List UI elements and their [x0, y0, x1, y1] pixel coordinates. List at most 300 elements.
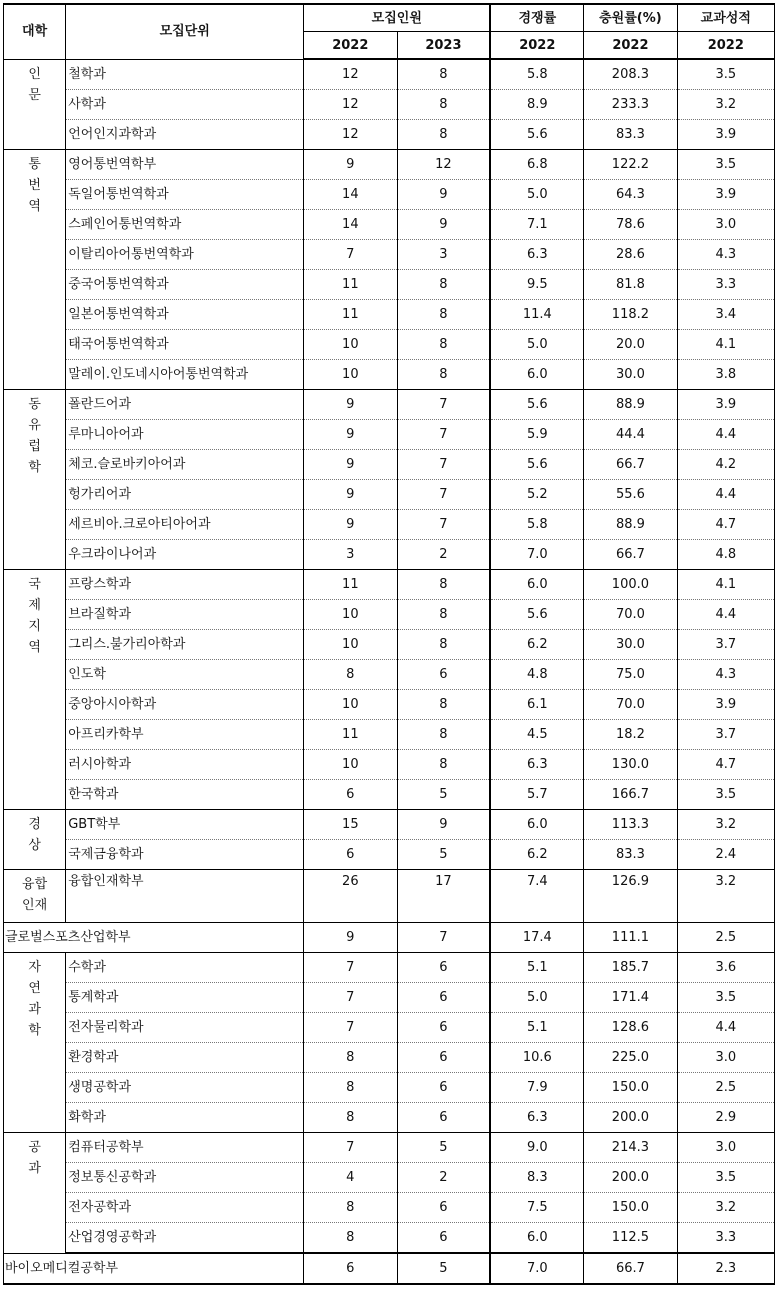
cell-competition: 5.1 [490, 1013, 583, 1043]
cell-competition: 7.5 [490, 1193, 583, 1223]
table-row [4, 570, 775, 600]
cell-competition: 9.0 [490, 1133, 583, 1163]
cell-grade: 4.4 [677, 420, 774, 450]
header-college: 대학 [4, 4, 66, 59]
college-label: 럽 [28, 439, 41, 454]
college-cell [4, 1133, 66, 1254]
college-label: 역 [28, 199, 41, 214]
cell-quota-2022: 7 [304, 953, 397, 983]
cell-competition: 11.4 [490, 300, 583, 330]
cell-quota-2023: 6 [397, 1013, 490, 1043]
cell-competition: 6.3 [490, 1103, 583, 1133]
cell-fill-rate: 214.3 [584, 1133, 677, 1163]
header-quota-2023: 2023 [397, 32, 490, 60]
cell-competition: 17.4 [490, 923, 583, 953]
table-row [4, 180, 775, 210]
table-row [4, 953, 775, 983]
cell-grade: 3.5 [677, 150, 774, 180]
cell-quota-2023: 8 [397, 300, 490, 330]
cell-competition: 7.1 [490, 210, 583, 240]
cell-competition: 9.5 [490, 270, 583, 300]
cell-fill-rate: 171.4 [584, 983, 677, 1013]
cell-quota-2023: 12 [397, 150, 490, 180]
table-row [4, 690, 775, 720]
cell-quota-2023: 8 [397, 330, 490, 360]
cell-quota-2022: 3 [304, 540, 397, 570]
college-label: 학 [28, 1023, 41, 1038]
cell-competition: 6.0 [490, 570, 583, 600]
cell-fill-rate: 88.9 [584, 510, 677, 540]
cell-quota-2023: 8 [397, 59, 490, 90]
cell-quota-2023: 6 [397, 953, 490, 983]
cell-competition: 5.8 [490, 510, 583, 540]
department-name: 헝가리어과 [66, 480, 304, 510]
cell-quota-2022: 6 [304, 1253, 397, 1284]
department-name: 세르비아.크로아티아어과 [66, 510, 304, 540]
cell-quota-2023: 5 [397, 1253, 490, 1284]
college-label: 학 [28, 460, 41, 475]
college-cell [4, 150, 66, 390]
cell-quota-2023: 8 [397, 720, 490, 750]
department-name: 바이오메디컬공학부 [4, 1253, 304, 1284]
cell-quota-2022: 10 [304, 600, 397, 630]
cell-grade: 3.9 [677, 120, 774, 150]
table-row [4, 90, 775, 120]
college-label: 자 [28, 960, 41, 975]
cell-fill-rate: 66.7 [584, 1253, 677, 1284]
college-label: 인재 [22, 898, 48, 913]
college-label: 융합 [22, 877, 48, 892]
table-row [4, 1193, 775, 1223]
college-cell [4, 870, 66, 923]
cell-competition: 5.6 [490, 600, 583, 630]
college-label: 문 [28, 87, 41, 103]
header-competition: 경쟁률 [490, 4, 583, 32]
cell-fill-rate: 81.8 [584, 270, 677, 300]
cell-competition: 8.3 [490, 1163, 583, 1193]
cell-quota-2023: 8 [397, 570, 490, 600]
cell-fill-rate: 70.0 [584, 600, 677, 630]
table-row [4, 420, 775, 450]
cell-grade: 4.3 [677, 240, 774, 270]
cell-quota-2023: 17 [397, 870, 490, 923]
cell-quota-2022: 15 [304, 810, 397, 840]
cell-quota-2022: 11 [304, 270, 397, 300]
cell-grade: 3.6 [677, 953, 774, 983]
department-name: 컴퓨터공학부 [66, 1133, 304, 1163]
cell-quota-2023: 8 [397, 90, 490, 120]
cell-competition: 6.0 [490, 360, 583, 390]
college-label: 제 [28, 598, 41, 613]
table-row [4, 120, 775, 150]
cell-grade: 4.7 [677, 750, 774, 780]
department-name: 아프리카학부 [66, 720, 304, 750]
cell-fill-rate: 18.2 [584, 720, 677, 750]
college-label: 과 [28, 1002, 41, 1017]
cell-grade: 3.5 [677, 1163, 774, 1193]
cell-fill-rate: 100.0 [584, 570, 677, 600]
cell-quota-2023: 8 [397, 690, 490, 720]
college-label: 경 [28, 817, 41, 832]
cell-quota-2022: 9 [304, 923, 397, 953]
cell-fill-rate: 83.3 [584, 840, 677, 870]
cell-quota-2023: 7 [397, 923, 490, 953]
department-name: 스페인어통번역학과 [66, 210, 304, 240]
cell-quota-2022: 8 [304, 1103, 397, 1133]
cell-grade: 4.4 [677, 1013, 774, 1043]
cell-grade: 3.2 [677, 90, 774, 120]
table-row [4, 59, 775, 90]
cell-quota-2023: 3 [397, 240, 490, 270]
cell-quota-2022: 6 [304, 780, 397, 810]
department-name: 폴란드어과 [66, 390, 304, 420]
cell-quota-2023: 6 [397, 1073, 490, 1103]
cell-fill-rate: 233.3 [584, 90, 677, 120]
table-row [4, 870, 775, 923]
cell-competition: 5.2 [490, 480, 583, 510]
cell-competition: 5.6 [490, 390, 583, 420]
cell-quota-2022: 14 [304, 210, 397, 240]
cell-grade: 3.0 [677, 1133, 774, 1163]
cell-grade: 3.2 [677, 870, 774, 923]
cell-grade: 3.7 [677, 630, 774, 660]
cell-grade: 3.3 [677, 1223, 774, 1254]
cell-competition: 7.4 [490, 870, 583, 923]
cell-grade: 4.8 [677, 540, 774, 570]
cell-competition: 4.5 [490, 720, 583, 750]
cell-quota-2022: 10 [304, 750, 397, 780]
cell-quota-2023: 8 [397, 270, 490, 300]
cell-quota-2023: 8 [397, 630, 490, 660]
cell-competition: 7.0 [490, 540, 583, 570]
header-unit: 모집단위 [66, 4, 304, 59]
header-competition-2022: 2022 [490, 32, 583, 60]
cell-quota-2022: 8 [304, 660, 397, 690]
department-name: 융합인재학부 [66, 870, 304, 923]
cell-fill-rate: 112.5 [584, 1223, 677, 1254]
cell-grade: 3.5 [677, 780, 774, 810]
cell-quota-2022: 7 [304, 1013, 397, 1043]
cell-quota-2022: 8 [304, 1073, 397, 1103]
cell-fill-rate: 66.7 [584, 450, 677, 480]
cell-quota-2023: 8 [397, 120, 490, 150]
cell-grade: 4.4 [677, 480, 774, 510]
table-row [4, 1103, 775, 1133]
table-row [4, 1223, 775, 1254]
cell-quota-2022: 10 [304, 330, 397, 360]
table-row [4, 330, 775, 360]
cell-quota-2023: 8 [397, 600, 490, 630]
cell-competition: 7.0 [490, 1253, 583, 1284]
cell-competition: 6.2 [490, 630, 583, 660]
department-name: 말레이.인도네시아어통번역학과 [66, 360, 304, 390]
cell-fill-rate: 88.9 [584, 390, 677, 420]
cell-grade: 2.5 [677, 923, 774, 953]
department-name: 인도학 [66, 660, 304, 690]
table-row [4, 660, 775, 690]
cell-quota-2022: 9 [304, 450, 397, 480]
cell-grade: 4.4 [677, 600, 774, 630]
cell-quota-2022: 6 [304, 840, 397, 870]
cell-quota-2022: 7 [304, 240, 397, 270]
department-name: 정보통신공학과 [66, 1163, 304, 1193]
cell-grade: 3.2 [677, 1193, 774, 1223]
college-label: 과 [28, 1161, 41, 1176]
department-name: 글로벌스포츠산업학부 [4, 923, 304, 953]
college-cell [4, 953, 66, 1133]
cell-quota-2022: 7 [304, 983, 397, 1013]
cell-fill-rate: 70.0 [584, 690, 677, 720]
department-name: 일본어통번역학과 [66, 300, 304, 330]
department-name: 생명공학과 [66, 1073, 304, 1103]
cell-competition: 6.2 [490, 840, 583, 870]
cell-fill-rate: 55.6 [584, 480, 677, 510]
header-grade: 교과성적 [677, 4, 774, 32]
table-row [4, 720, 775, 750]
college-label: 공 [28, 1140, 41, 1155]
college-cell [4, 390, 66, 570]
cell-competition: 5.6 [490, 120, 583, 150]
cell-quota-2022: 11 [304, 720, 397, 750]
cell-grade: 3.5 [677, 59, 774, 90]
cell-competition: 6.1 [490, 690, 583, 720]
cell-fill-rate: 113.3 [584, 810, 677, 840]
cell-grade: 3.3 [677, 270, 774, 300]
cell-quota-2023: 6 [397, 1193, 490, 1223]
department-name: 중앙아시아학과 [66, 690, 304, 720]
cell-quota-2022: 14 [304, 180, 397, 210]
department-name: 이탈리아어통번역학과 [66, 240, 304, 270]
table-row [4, 240, 775, 270]
college-label: 지 [28, 619, 41, 634]
cell-quota-2022: 11 [304, 570, 397, 600]
cell-grade: 2.9 [677, 1103, 774, 1133]
table-row [4, 150, 775, 180]
department-name: 산업경영공학과 [66, 1223, 304, 1254]
department-name: 통계학과 [66, 983, 304, 1013]
cell-quota-2023: 7 [397, 390, 490, 420]
department-name: 화학과 [66, 1103, 304, 1133]
table-row [4, 1073, 775, 1103]
cell-fill-rate: 122.2 [584, 150, 677, 180]
table-row [4, 1043, 775, 1073]
cell-quota-2022: 9 [304, 480, 397, 510]
table-row [4, 810, 775, 840]
cell-quota-2022: 9 [304, 150, 397, 180]
department-name: 환경학과 [66, 1043, 304, 1073]
header-fill-rate-2022: 2022 [584, 32, 677, 60]
cell-grade: 4.7 [677, 510, 774, 540]
cell-grade: 2.5 [677, 1073, 774, 1103]
cell-fill-rate: 66.7 [584, 540, 677, 570]
cell-fill-rate: 185.7 [584, 953, 677, 983]
college-label: 통 [28, 157, 41, 172]
cell-quota-2022: 11 [304, 300, 397, 330]
department-name: 영어통번역학부 [66, 150, 304, 180]
department-name: 그리스.불가리아학과 [66, 630, 304, 660]
department-name: 태국어통번역학과 [66, 330, 304, 360]
cell-quota-2022: 4 [304, 1163, 397, 1193]
table-row [4, 390, 775, 420]
cell-quota-2022: 12 [304, 90, 397, 120]
college-label: 연 [28, 981, 41, 996]
table-row [4, 510, 775, 540]
cell-fill-rate: 150.0 [584, 1193, 677, 1223]
college-label: 역 [28, 640, 41, 655]
department-name: 프랑스학과 [66, 570, 304, 600]
cell-quota-2022: 8 [304, 1043, 397, 1073]
cell-fill-rate: 126.9 [584, 870, 677, 923]
cell-grade: 3.0 [677, 210, 774, 240]
table-row-merged [4, 923, 775, 953]
header-grade-2022: 2022 [677, 32, 774, 60]
table-row [4, 983, 775, 1013]
department-name: 독일어통번역학과 [66, 180, 304, 210]
college-label: 동 [28, 397, 41, 412]
cell-fill-rate: 28.6 [584, 240, 677, 270]
cell-fill-rate: 30.0 [584, 630, 677, 660]
department-name: 한국학과 [66, 780, 304, 810]
college-label: 유 [28, 418, 41, 433]
college-label: 인 [28, 66, 41, 82]
cell-grade: 4.2 [677, 450, 774, 480]
cell-grade: 2.4 [677, 840, 774, 870]
cell-competition: 6.0 [490, 1223, 583, 1254]
cell-competition: 10.6 [490, 1043, 583, 1073]
cell-competition: 6.3 [490, 750, 583, 780]
table-row [4, 360, 775, 390]
cell-quota-2023: 6 [397, 1103, 490, 1133]
cell-quota-2022: 7 [304, 1133, 397, 1163]
table-row-merged [4, 1253, 775, 1284]
header-fill-rate: 충원률(%) [584, 4, 677, 32]
cell-competition: 7.9 [490, 1073, 583, 1103]
table-row [4, 630, 775, 660]
table-row [4, 540, 775, 570]
cell-competition: 5.9 [490, 420, 583, 450]
cell-quota-2023: 2 [397, 540, 490, 570]
cell-quota-2023: 8 [397, 360, 490, 390]
cell-grade: 4.1 [677, 330, 774, 360]
cell-fill-rate: 150.0 [584, 1073, 677, 1103]
cell-quota-2023: 9 [397, 810, 490, 840]
cell-quota-2023: 8 [397, 750, 490, 780]
cell-quota-2022: 8 [304, 1193, 397, 1223]
cell-grade: 3.7 [677, 720, 774, 750]
table-row [4, 270, 775, 300]
cell-quota-2023: 7 [397, 510, 490, 540]
header-quota-2022: 2022 [304, 32, 397, 60]
cell-fill-rate: 78.6 [584, 210, 677, 240]
cell-quota-2023: 6 [397, 660, 490, 690]
cell-fill-rate: 208.3 [584, 59, 677, 90]
cell-quota-2022: 9 [304, 390, 397, 420]
college-label: 상 [28, 838, 41, 853]
header-quota: 모집인원 [304, 4, 491, 32]
table-body [4, 59, 775, 1284]
cell-quota-2022: 10 [304, 630, 397, 660]
cell-quota-2023: 7 [397, 420, 490, 450]
table-row [4, 750, 775, 780]
table-row [4, 300, 775, 330]
cell-quota-2023: 5 [397, 840, 490, 870]
cell-quota-2023: 7 [397, 450, 490, 480]
cell-fill-rate: 111.1 [584, 923, 677, 953]
admission-results-table [3, 3, 775, 1285]
department-name: 국제금융학과 [66, 840, 304, 870]
cell-competition: 5.6 [490, 450, 583, 480]
department-name: 전자공학과 [66, 1193, 304, 1223]
department-name: 언어인지과학과 [66, 120, 304, 150]
cell-quota-2023: 6 [397, 1043, 490, 1073]
cell-fill-rate: 200.0 [584, 1163, 677, 1193]
cell-fill-rate: 128.6 [584, 1013, 677, 1043]
cell-quota-2023: 5 [397, 780, 490, 810]
cell-quota-2022: 8 [304, 1223, 397, 1254]
cell-fill-rate: 130.0 [584, 750, 677, 780]
cell-fill-rate: 20.0 [584, 330, 677, 360]
department-name: 중국어통번역학과 [66, 270, 304, 300]
cell-grade: 3.4 [677, 300, 774, 330]
department-name: GBT학부 [66, 810, 304, 840]
cell-grade: 3.2 [677, 810, 774, 840]
cell-grade: 4.1 [677, 570, 774, 600]
cell-quota-2022: 9 [304, 510, 397, 540]
department-name: 사학과 [66, 90, 304, 120]
cell-competition: 5.1 [490, 953, 583, 983]
cell-fill-rate: 200.0 [584, 1103, 677, 1133]
cell-fill-rate: 64.3 [584, 180, 677, 210]
cell-fill-rate: 225.0 [584, 1043, 677, 1073]
department-name: 철학과 [66, 59, 304, 90]
cell-quota-2023: 2 [397, 1163, 490, 1193]
college-label: 국 [28, 577, 41, 592]
college-cell [4, 59, 66, 150]
cell-competition: 5.0 [490, 180, 583, 210]
table-row [4, 1133, 775, 1163]
college-cell [4, 570, 66, 810]
department-name: 루마니아어과 [66, 420, 304, 450]
cell-competition: 5.7 [490, 780, 583, 810]
cell-quota-2022: 12 [304, 59, 397, 90]
cell-quota-2023: 9 [397, 210, 490, 240]
table-row [4, 1163, 775, 1193]
cell-fill-rate: 44.4 [584, 420, 677, 450]
cell-grade: 3.9 [677, 690, 774, 720]
cell-competition: 5.8 [490, 59, 583, 90]
department-name: 우크라이나어과 [66, 540, 304, 570]
college-cell [4, 810, 66, 870]
cell-quota-2022: 12 [304, 120, 397, 150]
cell-competition: 6.3 [490, 240, 583, 270]
department-name: 체코.슬로바키아어과 [66, 450, 304, 480]
cell-fill-rate: 166.7 [584, 780, 677, 810]
department-name: 러시아학과 [66, 750, 304, 780]
department-name: 전자물리학과 [66, 1013, 304, 1043]
department-name: 브라질학과 [66, 600, 304, 630]
cell-fill-rate: 30.0 [584, 360, 677, 390]
cell-competition: 8.9 [490, 90, 583, 120]
cell-grade: 3.9 [677, 390, 774, 420]
cell-competition: 6.8 [490, 150, 583, 180]
cell-quota-2023: 6 [397, 1223, 490, 1254]
cell-fill-rate: 118.2 [584, 300, 677, 330]
cell-grade: 4.3 [677, 660, 774, 690]
cell-quota-2023: 9 [397, 180, 490, 210]
cell-quota-2022: 10 [304, 360, 397, 390]
table-row [4, 450, 775, 480]
cell-fill-rate: 75.0 [584, 660, 677, 690]
